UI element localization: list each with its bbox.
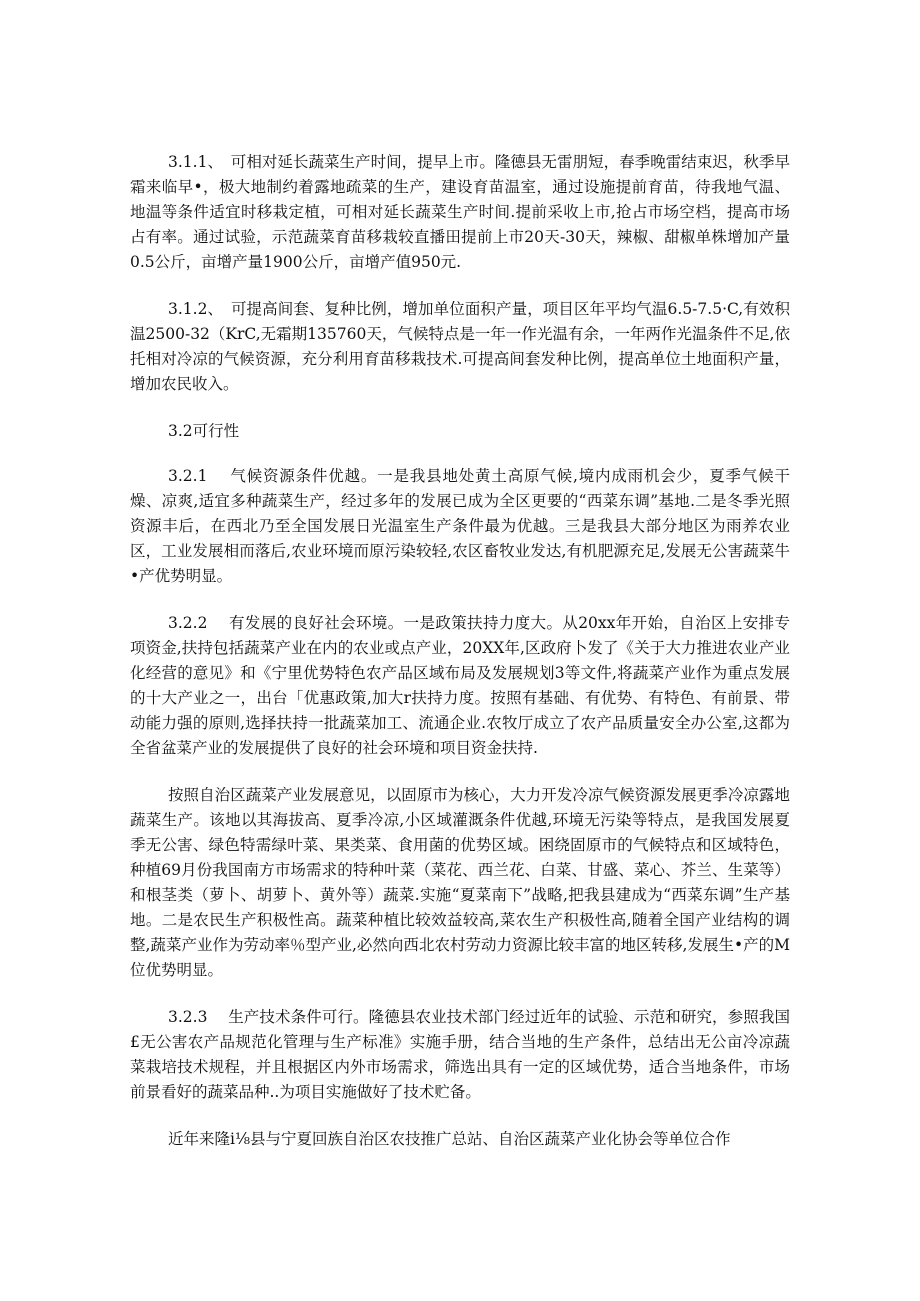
document-page	[130, 150, 790, 1152]
paragraph-3-2-1: 3.2.1 气候资源条件优越。一是我县地处黄土高原气候,境内成雨机会少，夏季气候干燥、凉爽,适宜多种蔬菜生产，经过多年的发展已成为全区更要的“西菜东调”基地.二是冬季光照资源丰后，在西北乃至全国发展日光温室生产条件最为优越。三是我县大部分地区为雨养农业区，工业发展相而落后,农业环境而原污染较轻,农区畜牧业发达,有机肥源充足,发展无公害蔬菜牛•产优势明显。	[130, 467, 790, 585]
paragraph-3-1-1: 3.1.1、 可相对延长蔬菜生产时间，提早上市。隆德县无雷朋短，春季晚雷结束迟，秋季早霜来临早•，极大地制约着露地疏菜的生产，建设育苗温室，通过设施提前育苗，待我地气温、地温等条件适宜时移栽定植，可相对延长蔬菜生产时间.提前采收上市,抢占市场空档，提高市场占有率。通过试验，示范蔬菜育苗移栽较直播田提前上市20天-30天，辣椒、甜椒单株增加产量0.5公斤，亩增产量1900公斤，亩增产值950元.	[130, 153, 790, 271]
paragraph-cooperation: 近年来隆i⅛县与宁夏回族自治区农技推广总站、自治区蔬菜产业化协会等单位合作	[168, 1130, 731, 1148]
paragraph-3-1-2: 3.1.2、 可提高间套、复种比例，增加单位面积产量，项目区年平均气温6.5-7.5·C,有效积温2500-32（KrC,无霜期135760天，气候特点是一年一作光温有余，一年两作光温条件不足,依托相对冷凉的气候资源，充分利用育苗移栽技术.可提高间套发种比例，提高单位土地面积产量，增加农民收入。	[130, 300, 790, 393]
paragraph-market-plan: 按照自治区蔬菜产业发展意见，以固原市为核心，大力开发冷凉气候资源发展更季冷凉露地蔬菜生产。该地以其海拔高、夏季冷凉,小区域灌溉条件优越,环境无污染等特点，是我国发展夏季无公害、绿色特需绿叶菜、果类菜、食用菌的优势区域。困绕固原市的气候特点和区域特色，种植69月份我国南方市场需求的特种叶菜（菜花、西兰花、白菜、甘盛、菜心、芥兰、生菜等）和根茎类（萝卜、胡萝卜、黄外等）蔬菜.实施“夏菜南下”战略,把我县建成为“西菜东调”生产基地。二是农民生产积极性高。蔬菜种植比较效益较高,菜农生产积极性高,随着全国产业结构的调整,蔬菜产业作为劳动率％型产业,必然向西北农村劳动力资源比较丰富的地区转移,发展生•产的M位优势明显。	[130, 786, 790, 979]
paragraph-3-2-2: 3.2.2 有发展的良好社会环境。一是政策扶持力度大。从20xx年开始，自治区上安排专项资金,扶持包括蔬菜产业在内的农业或点产业，20XX年,区政府卜发了《关于大力推进农业产业化经营的意见》和《宁里优势特色农产品区域布局及发展规划3等文件,将蔬菜产业作为重点发展的十大产业之一，出台「优惠政策,加大r扶持力度。按照有基础、有优势、有特色、有前景、带动能力强的原则,选择扶持一批蔬菜加工、流通企业.农牧厅成立了农产品质量安全办公室,这都为全省盆菜产业的发展提供了良好的社会环境和项目资金扶持.	[130, 614, 790, 757]
section-heading-3-2: 3.2可行性	[168, 422, 240, 440]
paragraph-3-2-3: 3.2.3 生产技术条件可行。隆德县农业技术部门经过近年的试验、示范和研究，参照我国£无公害农产品规范化管理与生产标准》实施手册，结合当地的生产条件，总结出无公亩冷凉蔬菜栽培技术规程，并且根据区内外市场需求，筛选出具有一定的区域优势，适合当地条件，市场前景看好的蔬菜品种..为项目实施做好了技术贮备。	[130, 1008, 790, 1101]
